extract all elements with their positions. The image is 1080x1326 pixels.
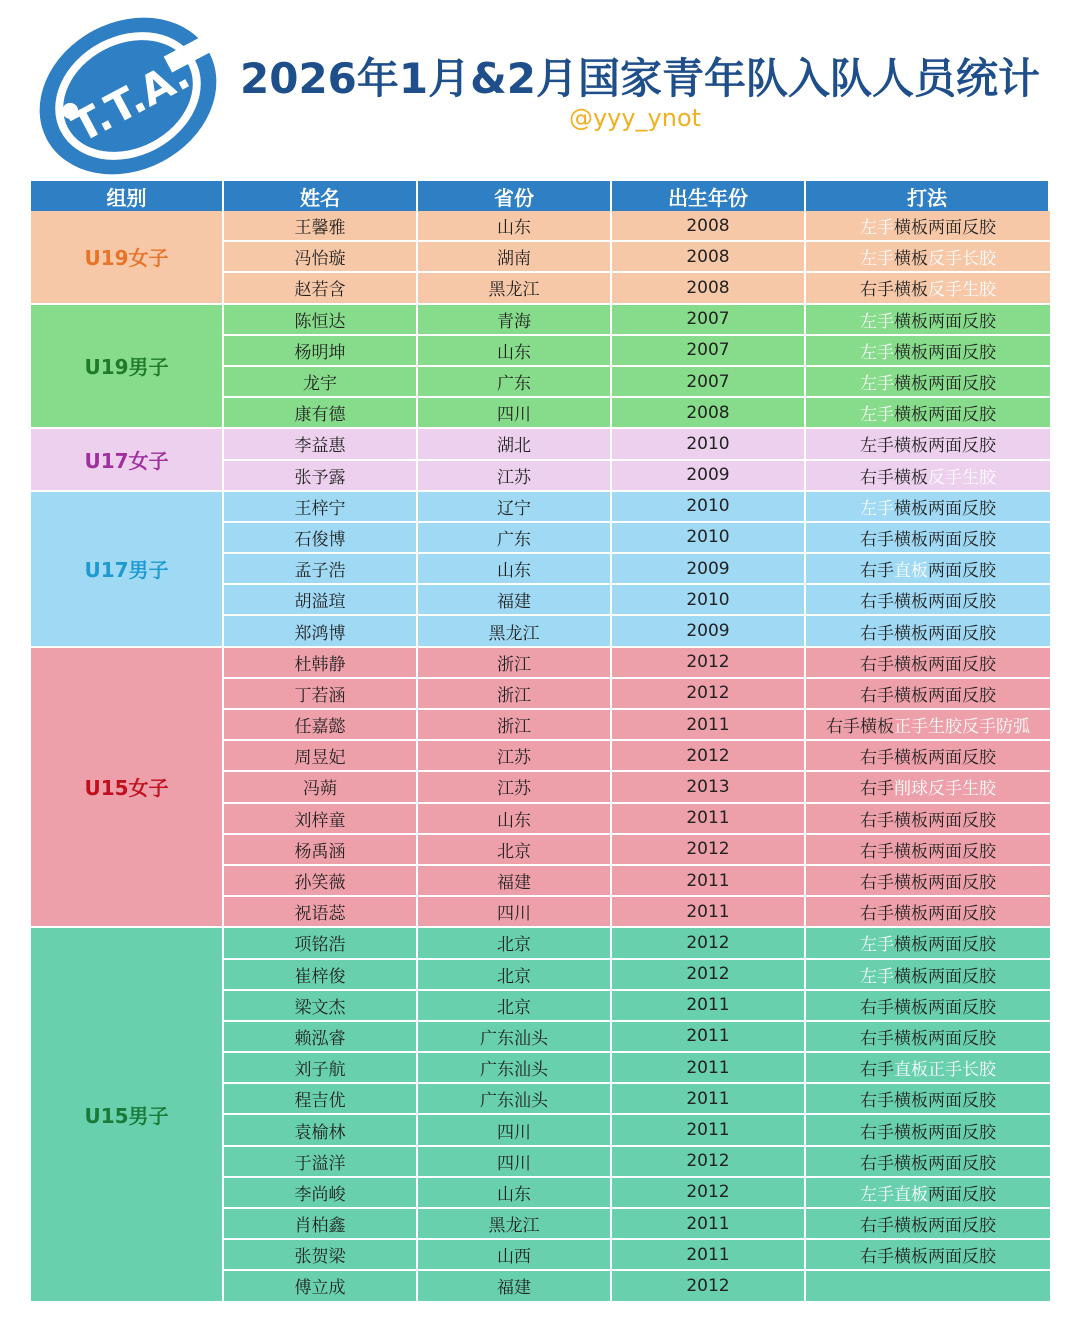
play-style-segment: 正手生胶反手防弧: [894, 717, 1030, 738]
play-style-segment: 直板: [894, 561, 928, 582]
player-province: 江苏: [418, 741, 612, 772]
player-province: 山西: [418, 1240, 612, 1271]
player-name: 程吉优: [224, 1084, 418, 1115]
play-style-segment: 左手: [860, 935, 894, 956]
player-province: 黑龙江: [418, 1209, 612, 1240]
player-province: 浙江: [418, 710, 612, 741]
birth-year: 2012: [612, 1147, 806, 1178]
play-style: [806, 679, 1050, 710]
play-style-segment: 右手横板两面反胶: [860, 529, 996, 550]
birth-year: 2010: [612, 492, 806, 523]
player-name: 丁若涵: [224, 679, 418, 710]
play-style-segment: 右手横板两面反胶: [860, 1216, 996, 1237]
player-province: 湖南: [418, 242, 612, 273]
player-province: 北京: [418, 928, 612, 959]
player-name: 冯蒴: [224, 772, 418, 803]
play-style: [806, 305, 1050, 336]
play-style-segment: 反手长胶: [928, 249, 996, 270]
play-style: [806, 585, 1050, 616]
player-name: 王梓宁: [224, 492, 418, 523]
col-header-group: 组别: [31, 181, 224, 211]
birth-year: 2012: [612, 928, 806, 959]
player-name: 郑鸿博: [224, 616, 418, 647]
player-name: 赵若含: [224, 273, 418, 304]
birth-year: 2011: [612, 1022, 806, 1053]
play-style-segment: 右手横板: [860, 467, 928, 488]
birth-year: 2011: [612, 991, 806, 1022]
play-style: [806, 804, 1050, 835]
player-name: 李尚峻: [224, 1178, 418, 1209]
player-name: 于溢洋: [224, 1147, 418, 1178]
play-style-segment: 右手横板两面反胶: [860, 748, 996, 769]
play-style: [806, 1178, 1050, 1209]
play-style: [806, 211, 1050, 242]
player-province: 浙江: [418, 648, 612, 679]
play-style: [806, 1022, 1050, 1053]
play-style-segment: 右手横板两面反胶: [860, 654, 996, 675]
player-province: 四川: [418, 897, 612, 928]
play-style-segment: 两面反胶: [928, 1184, 996, 1205]
birth-year: 2011: [612, 804, 806, 835]
play-style-segment: 右手横板两面反胶: [860, 1122, 996, 1143]
player-province: 四川: [418, 1115, 612, 1146]
player-name: 刘子航: [224, 1053, 418, 1084]
group-label: U19男子: [31, 305, 224, 430]
player-name: 孙笑薇: [224, 866, 418, 897]
player-province: 北京: [418, 835, 612, 866]
player-name: 刘梓童: [224, 804, 418, 835]
player-name: 傅立成: [224, 1271, 418, 1302]
player-name: 项铭浩: [224, 928, 418, 959]
play-style-segment: 左手: [860, 405, 894, 426]
author-handle: @yyy_ynot: [568, 104, 702, 132]
birth-year: 2010: [612, 585, 806, 616]
play-style-segment: 横板: [894, 249, 928, 270]
roster-table: [31, 181, 1050, 1305]
birth-year: 2008: [612, 242, 806, 273]
play-style-segment: 右手: [860, 1060, 894, 1081]
play-style-segment: 横板两面反胶: [894, 311, 996, 332]
play-style: [806, 429, 1050, 460]
birth-year: 2012: [612, 1178, 806, 1209]
play-style: [806, 835, 1050, 866]
play-style: [806, 398, 1050, 429]
group-label: U19女子: [31, 211, 224, 305]
play-style: [806, 367, 1050, 398]
player-name: 杨明坤: [224, 336, 418, 367]
birth-year: 2011: [612, 1084, 806, 1115]
play-style-segment: 横板两面反胶: [894, 374, 996, 395]
player-name: 冯怡璇: [224, 242, 418, 273]
logo-text: T.T.A.: [63, 49, 198, 152]
player-name: 张予露: [224, 461, 418, 492]
player-province: 辽宁: [418, 492, 612, 523]
play-style-segment: 横板两面反胶: [894, 342, 996, 363]
play-style: [806, 492, 1050, 523]
player-name: 袁榆林: [224, 1115, 418, 1146]
player-province: 湖北: [418, 429, 612, 460]
play-style: [806, 1271, 1050, 1302]
play-style-segment: 右手横板两面反胶: [860, 904, 996, 925]
player-name: 梁文杰: [224, 991, 418, 1022]
tta-logo: [28, 8, 228, 176]
col-header-name: 姓名: [224, 181, 418, 211]
player-province: 山东: [418, 804, 612, 835]
birth-year: 2012: [612, 1271, 806, 1302]
play-style: [806, 710, 1050, 741]
play-style: [806, 1115, 1050, 1146]
group-label: U15女子: [31, 648, 224, 929]
group-label: U17男子: [31, 492, 224, 648]
play-style-segment: 右手: [860, 561, 894, 582]
birth-year: 2007: [612, 367, 806, 398]
player-province: 福建: [418, 866, 612, 897]
play-style: [806, 554, 1050, 585]
play-style-segment: 左手: [860, 311, 894, 332]
play-style-segment: 横板两面反胶: [894, 218, 996, 239]
birth-year: 2008: [612, 398, 806, 429]
play-style-segment: 右手横板两面反胶: [860, 810, 996, 831]
play-style: [806, 616, 1050, 647]
birth-year: 2007: [612, 305, 806, 336]
player-province: 四川: [418, 1147, 612, 1178]
play-style-segment: 横板两面反胶: [894, 498, 996, 519]
player-province: 江苏: [418, 461, 612, 492]
birth-year: 2013: [612, 772, 806, 803]
birth-year: 2011: [612, 1053, 806, 1084]
play-style: [806, 928, 1050, 959]
player-name: 龙宇: [224, 367, 418, 398]
birth-year: 2008: [612, 273, 806, 304]
play-style-segment: 横板两面反胶: [894, 935, 996, 956]
birth-year: 2011: [612, 1240, 806, 1271]
birth-year: 2011: [612, 866, 806, 897]
play-style-segment: 右手横板两面反胶: [860, 873, 996, 894]
play-style: [806, 1053, 1050, 1084]
player-name: 任嘉懿: [224, 710, 418, 741]
birth-year: 2010: [612, 523, 806, 554]
play-style-segment: 横板两面反胶: [894, 966, 996, 987]
player-name: 孟子浩: [224, 554, 418, 585]
player-name: 张贺梁: [224, 1240, 418, 1271]
player-province: 广东: [418, 367, 612, 398]
group-label: U17女子: [31, 429, 224, 491]
play-style: [806, 336, 1050, 367]
play-style: [806, 1084, 1050, 1115]
birth-year: 2011: [612, 710, 806, 741]
birth-year: 2009: [612, 554, 806, 585]
play-style: [806, 1147, 1050, 1178]
play-style-segment: 右手横板两面反胶: [860, 1028, 996, 1049]
birth-year: 2011: [612, 1209, 806, 1240]
play-style-segment: 右手: [860, 779, 894, 800]
play-style-segment: 右手横板两面反胶: [860, 685, 996, 706]
player-province: 福建: [418, 585, 612, 616]
player-province: 广东汕头: [418, 1022, 612, 1053]
play-style-segment: 右手横板两面反胶: [860, 1091, 996, 1112]
play-style: [806, 897, 1050, 928]
play-style: [806, 772, 1050, 803]
play-style: [806, 1209, 1050, 1240]
player-name: 崔梓俊: [224, 960, 418, 991]
player-province: 北京: [418, 960, 612, 991]
player-name: 周昱妃: [224, 741, 418, 772]
play-style-segment: 左手: [860, 498, 894, 519]
play-style-segment: 两面反胶: [928, 561, 996, 582]
player-name: 肖柏鑫: [224, 1209, 418, 1240]
play-style-segment: 右手横板: [860, 280, 928, 301]
birth-year: 2009: [612, 616, 806, 647]
birth-year: 2012: [612, 835, 806, 866]
birth-year: 2009: [612, 461, 806, 492]
play-style: [806, 273, 1050, 304]
play-style: [806, 461, 1050, 492]
play-style-segment: 左手: [860, 966, 894, 987]
player-province: 黑龙江: [418, 616, 612, 647]
player-province: 山东: [418, 554, 612, 585]
birth-year: 2012: [612, 679, 806, 710]
player-province: 广东汕头: [418, 1053, 612, 1084]
play-style-segment: 右手横板两面反胶: [860, 997, 996, 1018]
player-province: 福建: [418, 1271, 612, 1302]
player-province: 黑龙江: [418, 273, 612, 304]
birth-year: 2012: [612, 648, 806, 679]
play-style: [806, 960, 1050, 991]
play-style: [806, 242, 1050, 273]
col-header-style: 打法: [806, 181, 1050, 211]
player-name: 杜韩静: [224, 648, 418, 679]
birth-year: 2011: [612, 897, 806, 928]
player-name: 杨禹涵: [224, 835, 418, 866]
player-name: 石俊博: [224, 523, 418, 554]
play-style: [806, 648, 1050, 679]
play-style-segment: 左手: [860, 249, 894, 270]
play-style-segment: 左手直板: [860, 1184, 928, 1205]
player-name: 胡溢瑄: [224, 585, 418, 616]
play-style-segment: 右手横板两面反胶: [860, 1247, 996, 1268]
birth-year: 2010: [612, 429, 806, 460]
player-province: 北京: [418, 991, 612, 1022]
player-province: 四川: [418, 398, 612, 429]
player-province: 山东: [418, 336, 612, 367]
play-style-segment: 右手横板两面反胶: [860, 592, 996, 613]
play-style-segment: 左手横板两面反胶: [860, 436, 996, 457]
play-style-segment: 左手: [860, 342, 894, 363]
birth-year: 2012: [612, 960, 806, 991]
birth-year: 2011: [612, 1115, 806, 1146]
birth-year: 2008: [612, 211, 806, 242]
player-province: 广东汕头: [418, 1084, 612, 1115]
play-style-segment: 右手横板两面反胶: [860, 1153, 996, 1174]
play-style-segment: 直板正手长胶: [894, 1060, 996, 1081]
play-style-segment: 削球反手生胶: [894, 779, 996, 800]
player-name: 李益惠: [224, 429, 418, 460]
play-style-segment: 左手: [860, 218, 894, 239]
group-label: U15男子: [31, 928, 224, 1302]
play-style-segment: 右手横板: [826, 717, 894, 738]
col-header-province: 省份: [418, 181, 612, 211]
player-province: 江苏: [418, 772, 612, 803]
play-style: [806, 741, 1050, 772]
player-name: 康有德: [224, 398, 418, 429]
play-style: [806, 866, 1050, 897]
play-style: [806, 1240, 1050, 1271]
page-title: 2026年1月&2月国家青年队入队人员统计: [240, 54, 1040, 103]
player-province: 山东: [418, 211, 612, 242]
play-style-segment: 右手横板两面反胶: [860, 841, 996, 862]
birth-year: 2007: [612, 336, 806, 367]
play-style-segment: 反手生胶: [928, 280, 996, 301]
play-style-segment: 横板两面反胶: [894, 405, 996, 426]
play-style: [806, 991, 1050, 1022]
player-province: 山东: [418, 1178, 612, 1209]
play-style-segment: 反手生胶: [928, 467, 996, 488]
player-province: 浙江: [418, 679, 612, 710]
player-name: 赖泓睿: [224, 1022, 418, 1053]
birth-year: 2012: [612, 741, 806, 772]
player-name: 陈恒达: [224, 305, 418, 336]
play-style-segment: 右手横板两面反胶: [860, 623, 996, 644]
player-name: 祝语蕊: [224, 897, 418, 928]
player-province: 广东: [418, 523, 612, 554]
col-header-year: 出生年份: [612, 181, 806, 211]
player-name: 王馨雅: [224, 211, 418, 242]
play-style-segment: 左手: [860, 374, 894, 395]
play-style: [806, 523, 1050, 554]
player-province: 青海: [418, 305, 612, 336]
